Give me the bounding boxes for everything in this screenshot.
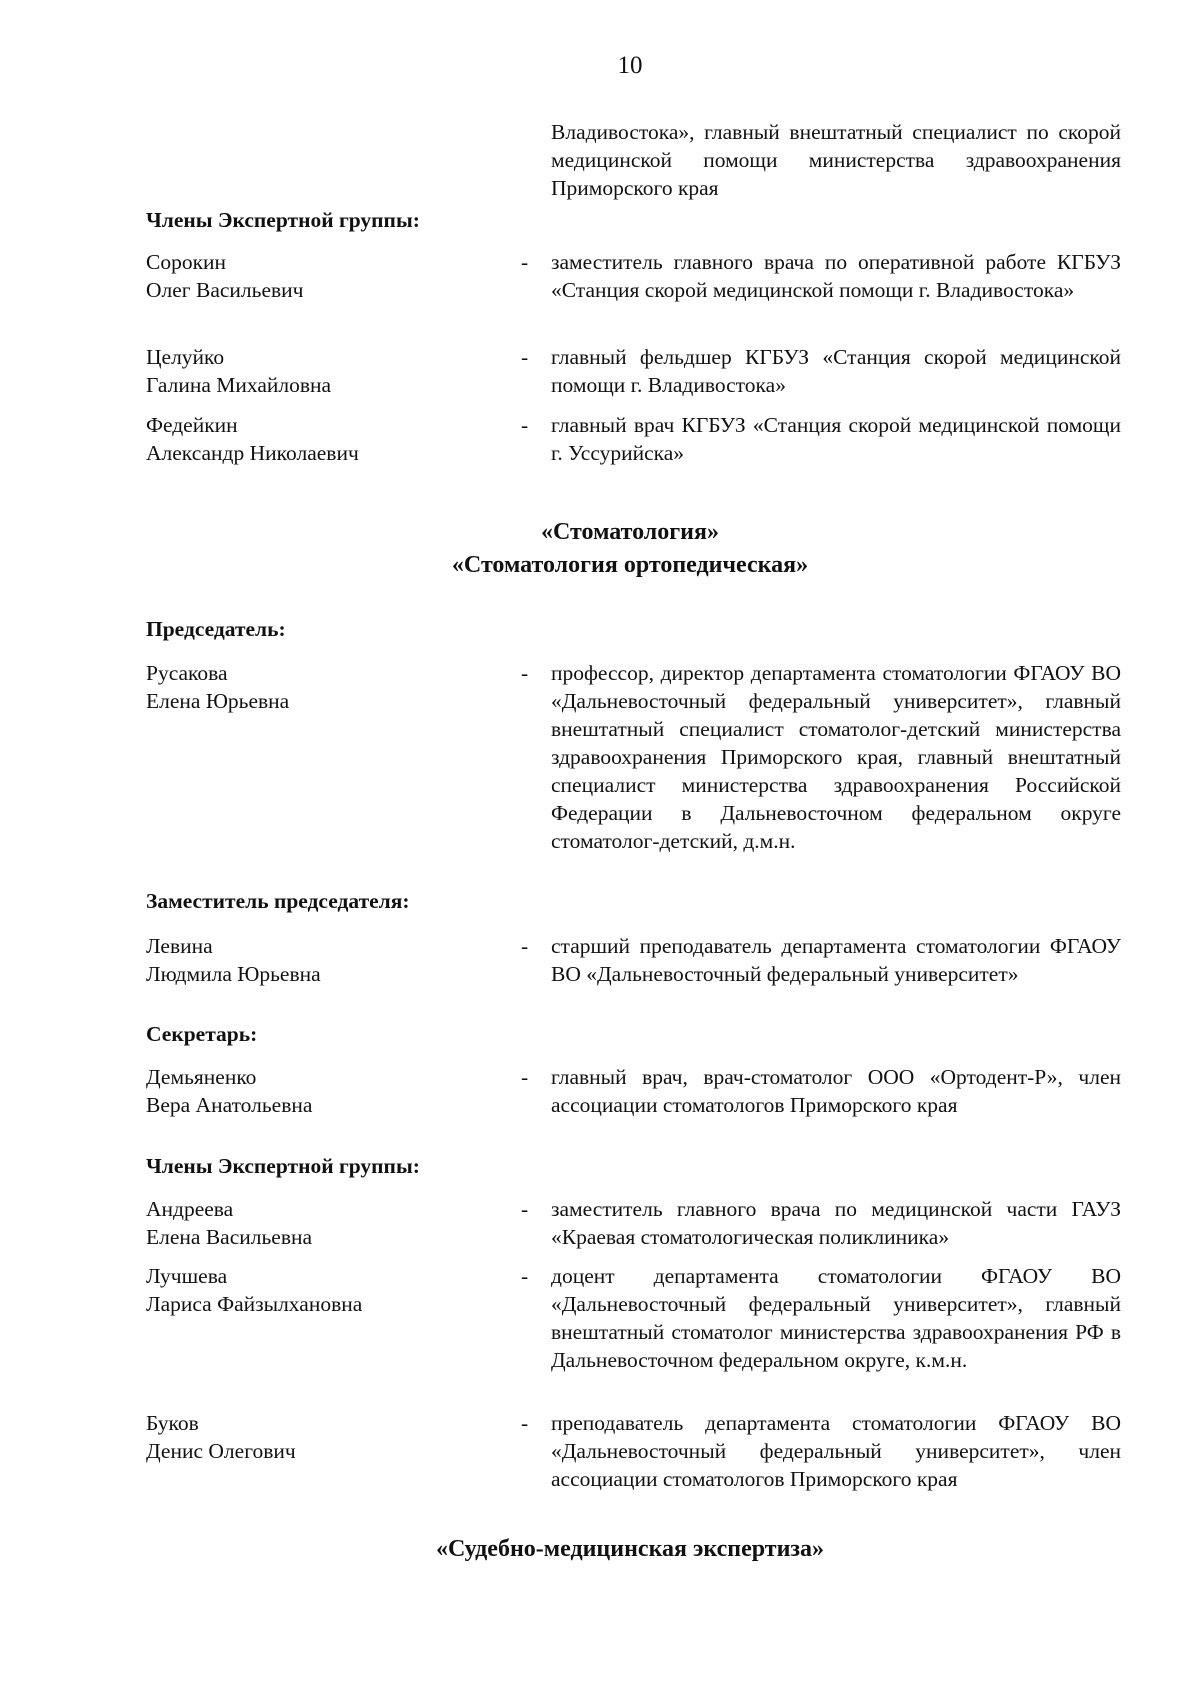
member-given-name: Людмила Юрьевна: [146, 962, 321, 986]
member-description: доцент департамента стоматологии ФГАОУ ВО «Дальневосточный федеральный университет», главный внештатный стоматолог министерства здравоохранения РФ в Дальневосточном федеральном округе, к.м.н.: [551, 1264, 1121, 1372]
member-surname: Лучшева: [146, 1264, 228, 1288]
member-given-name: Олег Васильевич: [146, 278, 304, 302]
deputy-heading: Заместитель председателя:: [146, 889, 410, 913]
member-given-name: Галина Михайловна: [146, 373, 332, 397]
member-description: старший преподаватель департамента стоматологии ФГАОУ ВО «Дальневосточный федеральный университет»: [551, 934, 1121, 986]
dash-separator: -: [521, 661, 529, 685]
page-number: 10: [617, 52, 643, 79]
dash-separator: -: [521, 250, 529, 274]
member-given-name: Денис Олегович: [146, 1439, 296, 1463]
dash-separator: -: [521, 1264, 529, 1288]
member-surname: Сорокин: [146, 250, 227, 274]
dash-separator: -: [521, 413, 529, 437]
member-name: [146, 248, 516, 304]
member-name: [146, 1409, 516, 1465]
member-description: главный врач, врач-стоматолог ООО «Ортодент-Р», член ассоциации стоматологов Приморского края: [551, 1065, 1121, 1117]
member-name: [146, 1262, 516, 1318]
member-name: [146, 1195, 516, 1251]
member-description: преподаватель департамента стоматологии ФГАОУ ВО «Дальневосточный федеральный университет», член ассоциации стоматологов Приморского края: [551, 1411, 1121, 1491]
member-surname: Целуйко: [146, 345, 225, 369]
secretary-heading: Секретарь:: [146, 1022, 258, 1046]
member-surname: Буков: [146, 1411, 199, 1435]
member-description: заместитель главного врача по оперативной работе КГБУЗ «Станция скорой медицинской помощи г. Владивостока»: [551, 250, 1121, 302]
member-name: [146, 343, 516, 399]
chair-heading: Председатель:: [146, 617, 286, 641]
member-given-name: Вера Анатольевна: [146, 1093, 313, 1117]
member-surname: Андреева: [146, 1197, 234, 1221]
dash-separator: -: [521, 1411, 529, 1435]
members-heading-2: Члены Экспертной группы:: [146, 1154, 420, 1178]
member-description: профессор, директор департамента стоматологии ФГАОУ ВО «Дальневосточный федеральный университет», главный внештатный специалист стоматолог-детский министерства здравоохранения Приморского края, главный внештатный специалист министерства здравоохранения Российской Федерации в Дальневосточном федеральном округе стоматолог-детский, д.м.н.: [551, 661, 1121, 853]
dash-separator: -: [521, 934, 529, 958]
member-description: главный фельдшер КГБУЗ «Станция скорой медицинской помощи г. Владивостока»: [551, 345, 1121, 397]
member-given-name: Александр Николаевич: [146, 441, 359, 465]
dash-separator: -: [521, 345, 529, 369]
member-name: [146, 1063, 516, 1119]
member-name: [146, 411, 516, 467]
member-name: [146, 932, 516, 988]
continuation-text: Владивостока», главный внештатный специалист по скорой медицинской помощи министерства здравоохранения Приморского края: [551, 120, 1121, 200]
members-heading-1: Члены Экспертной группы:: [146, 208, 420, 232]
section-title-dentistry: «Стоматология»: [541, 519, 719, 545]
member-description: заместитель главного врача по медицинской части ГАУЗ «Краевая стоматологическая поликлиника»: [551, 1197, 1121, 1249]
member-given-name: Елена Юрьевна: [146, 689, 290, 713]
dash-separator: -: [521, 1197, 529, 1221]
member-name: [146, 659, 516, 715]
section-title-forensic: «Судебно-медицинская экспертиза»: [435, 1536, 825, 1562]
section-subtitle-orthopedic: «Стоматология ортопедическая»: [451, 552, 809, 578]
member-surname: Русакова: [146, 661, 228, 685]
dash-separator: -: [521, 1065, 529, 1089]
member-surname: Федейкин: [146, 413, 238, 437]
member-surname: Левина: [146, 934, 213, 958]
member-surname: Демьяненко: [146, 1065, 257, 1089]
member-description: главный врач КГБУЗ «Станция скорой медицинской помощи г. Уссурийска»: [551, 413, 1121, 465]
member-given-name: Елена Васильевна: [146, 1225, 313, 1249]
member-given-name: Лариса Файзылхановна: [146, 1292, 363, 1316]
